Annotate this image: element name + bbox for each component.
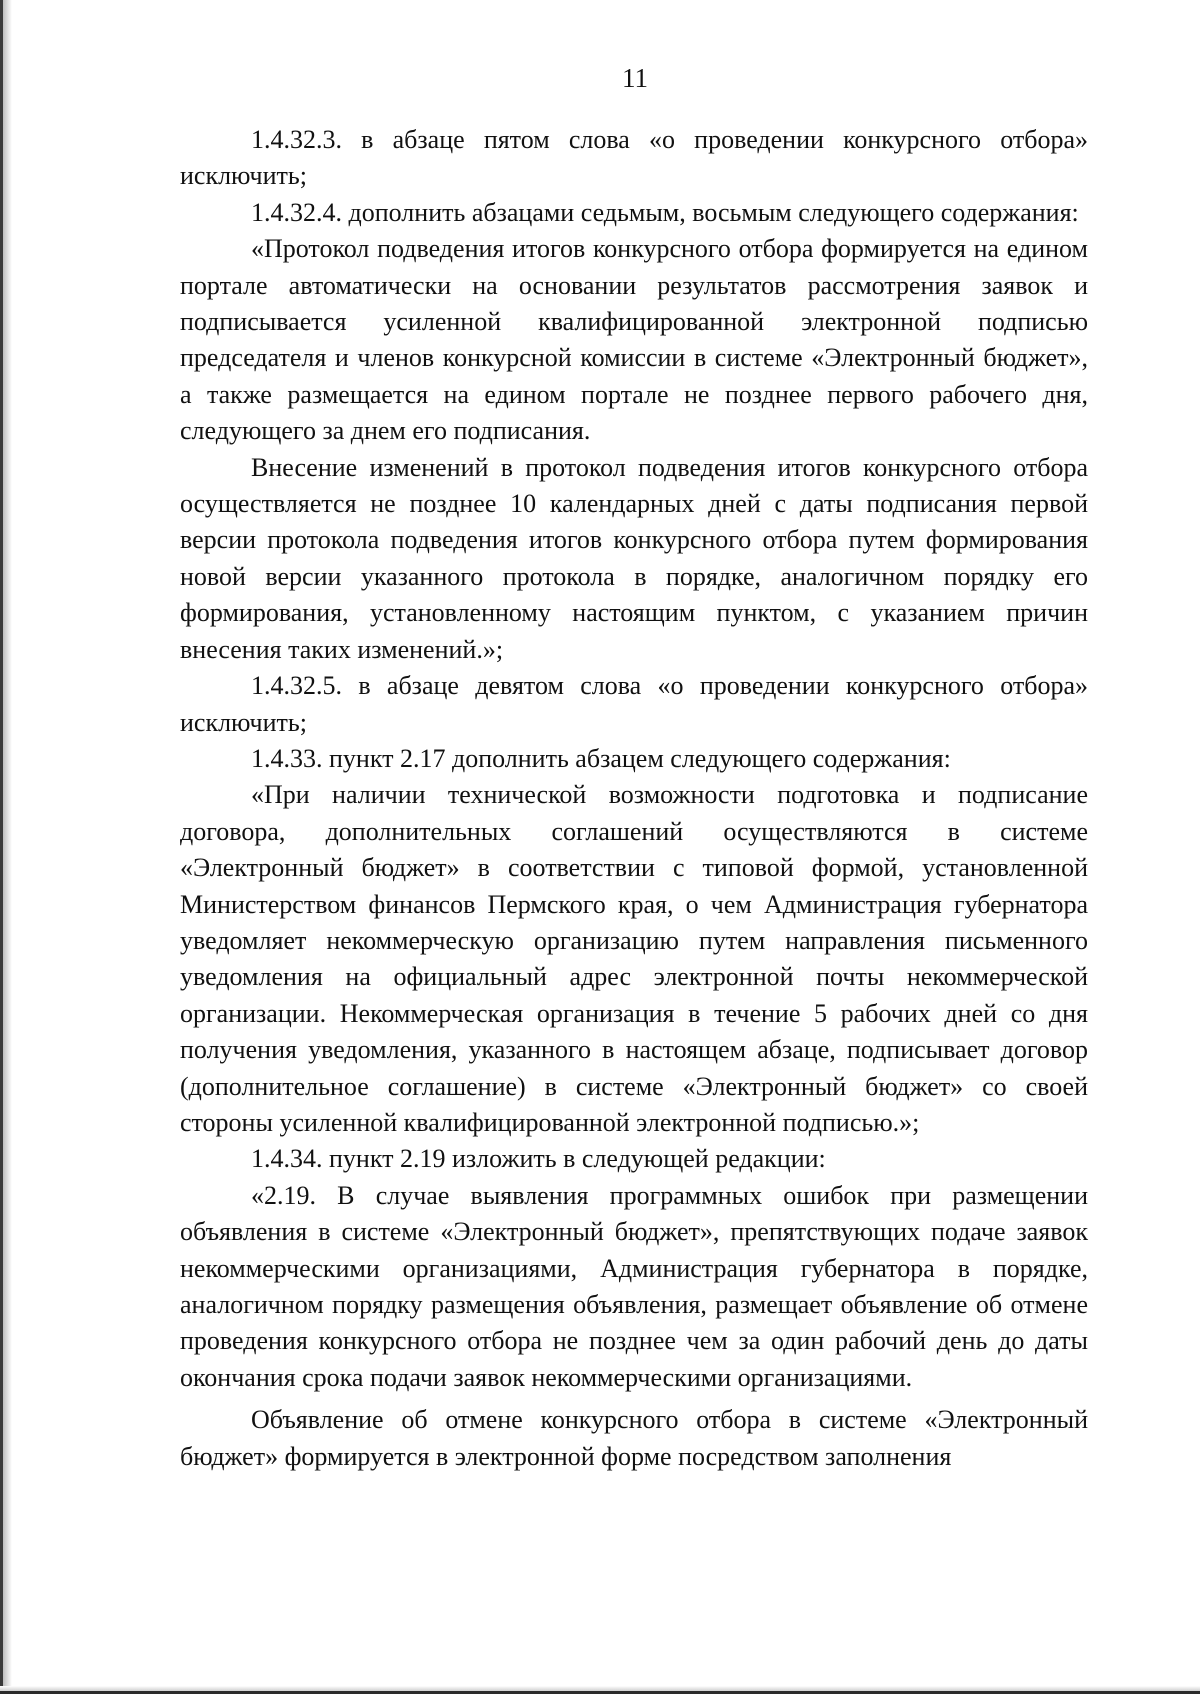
paragraph-cancellation-notice: Объявление об отмене конкурсного отбора в системе «Электронный бюджет» формируется в электронной форме посредством заполнения	[180, 1405, 1088, 1471]
document-body	[180, 122, 1088, 1475]
scan-bottom-edge	[0, 1686, 1200, 1694]
paragraph-protocol-formation: «Протокол подведения итогов конкурсного отбора формируется на едином портале автоматически на основании результатов рассмотрения заявок и подписывается усиленной квалифицированной электронной подписью председателя и членов конкурсной комиссии в системе «Электронный бюджет», а также размещается на едином портале не позднее первого рабочего дня, следующего за днем его подписания.	[180, 234, 1088, 446]
page-number: 11	[622, 63, 648, 93]
paragraph-1-4-32-4: 1.4.32.4. дополнить абзацами седьмым, восьмым следующего содержания:	[251, 197, 1079, 227]
paragraph-1-4-33: 1.4.33. пункт 2.17 дополнить абзацем следующего содержания:	[251, 743, 951, 773]
paragraph-protocol-changes: Внесение изменений в протокол подведения итогов конкурсного отбора осуществляется не позднее 10 календарных дней с даты подписания первой версии протокола подведения итогов конкурсного отбора путем формирования новой версии указанного протокола в порядке, аналогичном порядку его формирования, установленному настоящим пунктом, с указанием причин внесения таких изменений.»;	[180, 452, 1088, 664]
paragraph-1-4-32-3: 1.4.32.3. в абзаце пятом слова «о проведении конкурсного отбора» исключить;	[180, 125, 1088, 191]
paragraph-contract-signing: «При наличии технической возможности подготовка и подписание договора, дополнительных соглашений осуществляются в системе «Электронный бюджет» в соответствии с типовой формой, установленной Министерством финансов Пермского края, о чем Администрация губернатора уведомляет некоммерческую организацию путем направления письменного уведомления на официальный адрес электронной почты некоммерческой организации. Некоммерческая организация в течение 5 рабочих дней со дня получения уведомления, указанного в настоящем абзаце, подписывает договор (дополнительное соглашение) в системе «Электронный бюджет» со своей стороны усиленной квалифицированной электронной подписью.»;	[180, 780, 1088, 1137]
paragraph-1-4-34: 1.4.34. пункт 2.19 изложить в следующей редакции:	[251, 1144, 826, 1174]
scan-left-edge	[0, 0, 12, 1694]
paragraph-1-4-32-5: 1.4.32.5. в абзаце девятом слова «о проведении конкурсного отбора» исключить;	[180, 671, 1088, 737]
paragraph-2-19: «2.19. В случае выявления программных ошибок при размещении объявления в системе «Электронный бюджет», препятствующих подаче заявок некоммерческими организациями, Администрация губернатора в порядке, аналогичном порядку размещения объявления, размещает объявление об отмене проведения конкурсного отбора не позднее чем за один рабочий день до даты окончания срока подачи заявок некоммерческими организациями.	[180, 1180, 1088, 1392]
